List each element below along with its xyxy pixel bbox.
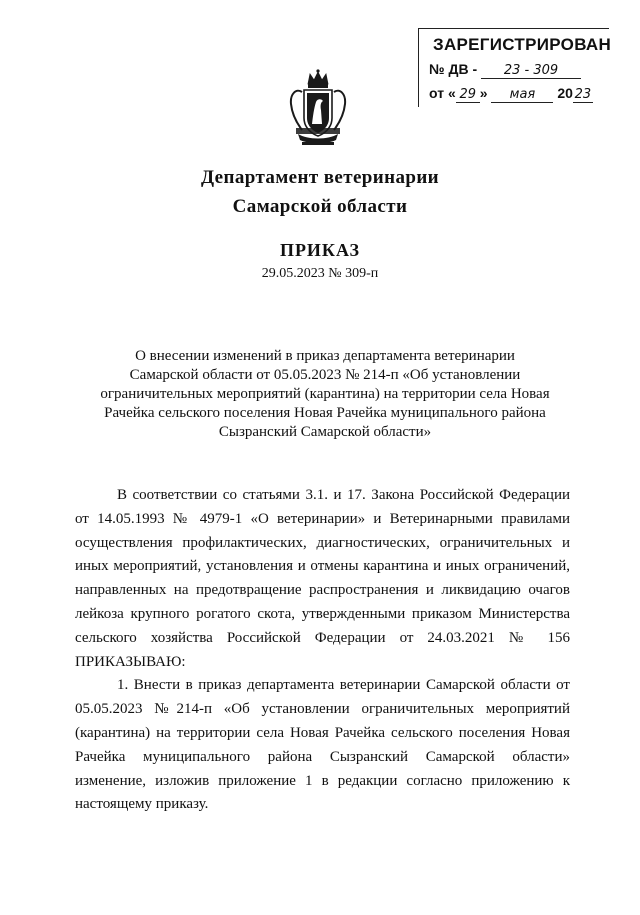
document-date-number: 29.05.2023 № 309-п	[261, 266, 379, 281]
stamp-date-sep: »	[479, 85, 488, 101]
stamp-number-label: № ДВ -	[429, 61, 478, 77]
body-paragraph-1: В соответствии со статьями 3.1. и 17. Закона Российской Федерации от 14.05.1993 № 4979-1 «О ветеринарии» и Ветеринарными правилами осуществления профилактических, диагностических, ограничительных и иных мероприятий, установления и отмены карантина и иных ограничений, направленных на предотвращение распространения и ликвидацию очагов лейкоза крупного рогатого скота, утвержденными приказом Министерства сельского хозяйства Российской Федерации от 24.03.2021 № 156 ПРИКАЗЫВАЮ:	[75, 487, 570, 670]
stamp-date-year: 23	[574, 87, 592, 102]
stamp-title: ЗАРЕГИСТРИРОВАН	[433, 35, 612, 54]
stamp-date-row	[429, 85, 593, 103]
subject-line: Сызранский Самарской области»	[218, 424, 432, 440]
document-body	[75, 484, 570, 817]
stamp-date-day: 29	[456, 87, 480, 103]
samara-coat-of-arms-icon	[288, 68, 348, 148]
subject-line: Самарской области от 05.05.2023 № 214-п «Об установлении	[129, 367, 521, 383]
subject-line: Рачейка сельского поселения Новая Рачейка муниципального района	[104, 405, 546, 421]
department-name-line1: Департамент ветеринарии	[200, 167, 440, 188]
subject-line: О внесении изменений в приказ департамента ветеринарии	[135, 348, 515, 364]
stamp-date-month: мая	[491, 87, 553, 103]
body-paragraph-2: 1. Внести в приказ департамента ветеринарии Самарской области от 05.05.2023 №214-п «Об установлении ограничительных мероприятий (карантина) на территории села Новая Рачейка сельского поселения Новая Рачейка муниципального района Сызранский Самарской области» изменение, изложив приложение 1 в редакции согласно приложению к настоящему приказу.	[75, 677, 570, 813]
department-name-line2: Самарской области	[232, 196, 408, 217]
subject-line: ограничительных мероприятий (карантина) на территории села Новая	[100, 386, 550, 402]
document-type: ПРИКАЗ	[279, 240, 361, 260]
document-subject	[75, 347, 575, 442]
registration-stamp	[418, 28, 612, 107]
stamp-date-prefix: от «	[429, 85, 456, 101]
stamp-date-year-prefix: 20	[557, 85, 573, 101]
stamp-number-value: 23 - 309	[481, 63, 581, 79]
stamp-number-row	[429, 61, 581, 79]
